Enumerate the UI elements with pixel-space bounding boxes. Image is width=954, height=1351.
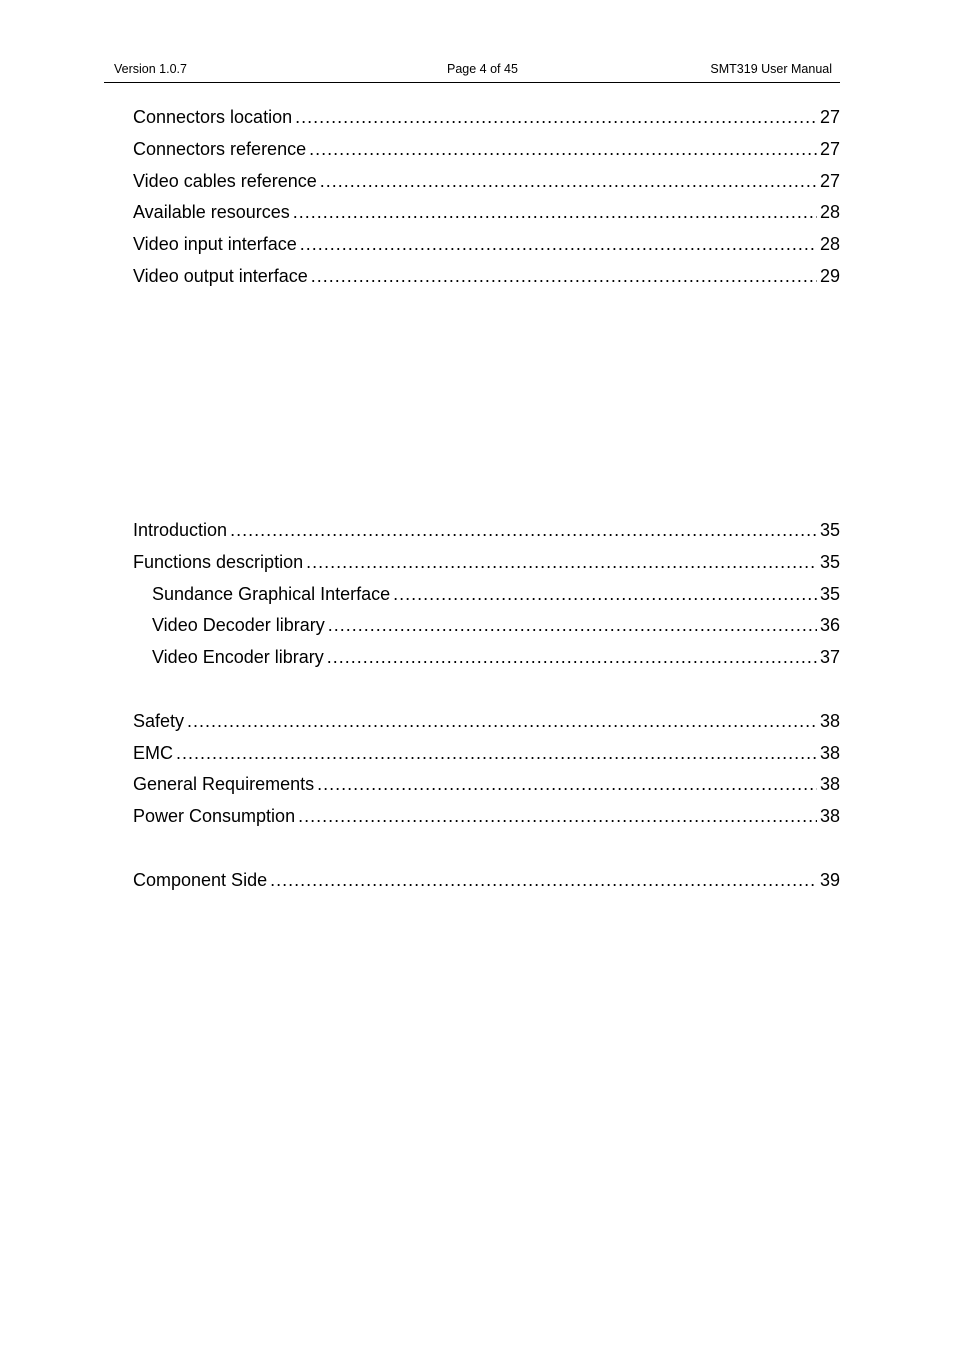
toc-leader [327,642,817,674]
toc-entry[interactable] [133,547,840,579]
toc-entry-page: 27 [819,107,840,127]
toc-leader [309,134,817,166]
toc-entry-title: General Requirements [133,774,315,795]
toc-entry-page: 38 [819,710,840,731]
document-title: SMT319 User Manual [710,62,832,76]
toc-entry-title: Power Consumption [133,806,296,827]
toc-leader [295,102,817,134]
toc-entry[interactable] [133,642,840,674]
toc-leader [317,769,817,801]
toc-entry-title: Sundance Graphical Interface [152,583,391,604]
toc-entry[interactable] [133,166,840,198]
toc-entry[interactable] [133,134,840,166]
toc-entry[interactable] [133,197,840,229]
toc-entry-page: 28 [819,234,840,255]
toc-leader [320,166,817,198]
toc-entry[interactable] [133,801,840,833]
toc-entry[interactable] [133,610,840,642]
toc-leader [176,738,817,770]
toc-leader [300,229,817,261]
toc-entry-page: 27 [819,138,840,159]
toc-entry-title: Video output interface [133,265,308,286]
toc-entry-page: 39 [819,869,840,890]
toc-leader [270,865,817,897]
toc-entry-page: 35 [819,583,840,604]
toc-entry-title: Introduction [133,520,228,540]
toc-entry-page: 35 [819,551,840,572]
toc-entry-title: Video input interface [133,234,297,255]
toc-entry-title: Connectors reference [133,138,307,159]
toc-group-2 [133,515,840,897]
toc-entry-title: Available resources [133,202,290,223]
page-number: Page 4 of 45 [447,62,518,76]
toc-entry-title: Video Decoder library [152,615,325,636]
toc-entry[interactable] [133,579,840,611]
toc-spacer [133,674,840,706]
toc-entry-page: 29 [819,265,840,286]
toc-entry-page: 38 [819,774,840,795]
toc-entry-page: 27 [819,170,840,191]
toc-leader [187,706,817,738]
page-header [104,60,840,83]
toc-entry[interactable] [133,738,840,770]
toc-entry-title: Video Encoder library [152,647,324,668]
toc-leader [311,261,817,293]
toc-entry-title: Component Side [133,869,268,890]
toc-entry[interactable] [133,261,840,293]
toc-leader [306,547,817,579]
toc-entry-title: Video cables reference [133,170,317,191]
toc-entry[interactable] [133,769,840,801]
toc-entry-page: 38 [819,806,840,827]
toc-group-1 [133,102,840,293]
toc-entry[interactable] [133,706,840,738]
toc-entry[interactable] [133,515,840,547]
toc-entry-page: 35 [819,520,840,540]
toc-leader [298,801,817,833]
toc-entry-page: 37 [819,647,840,668]
toc-entry-page: 36 [819,615,840,636]
toc-entry-title: Functions description [133,551,304,572]
toc-entry[interactable] [133,102,840,134]
toc-entry-page: 38 [819,742,840,763]
toc-leader [293,197,817,229]
toc-entry-page: 28 [819,202,840,223]
version-label: Version 1.0.7 [114,62,187,76]
toc-leader [393,579,817,611]
toc-leader [328,610,817,642]
toc-entry-title: Safety [133,710,185,731]
toc-entry-title: Connectors location [133,107,293,127]
toc-entry[interactable] [133,865,840,897]
toc-entry[interactable] [133,229,840,261]
toc-spacer [133,833,840,865]
toc-entry-title: EMC [133,742,173,763]
toc-leader [230,515,817,547]
